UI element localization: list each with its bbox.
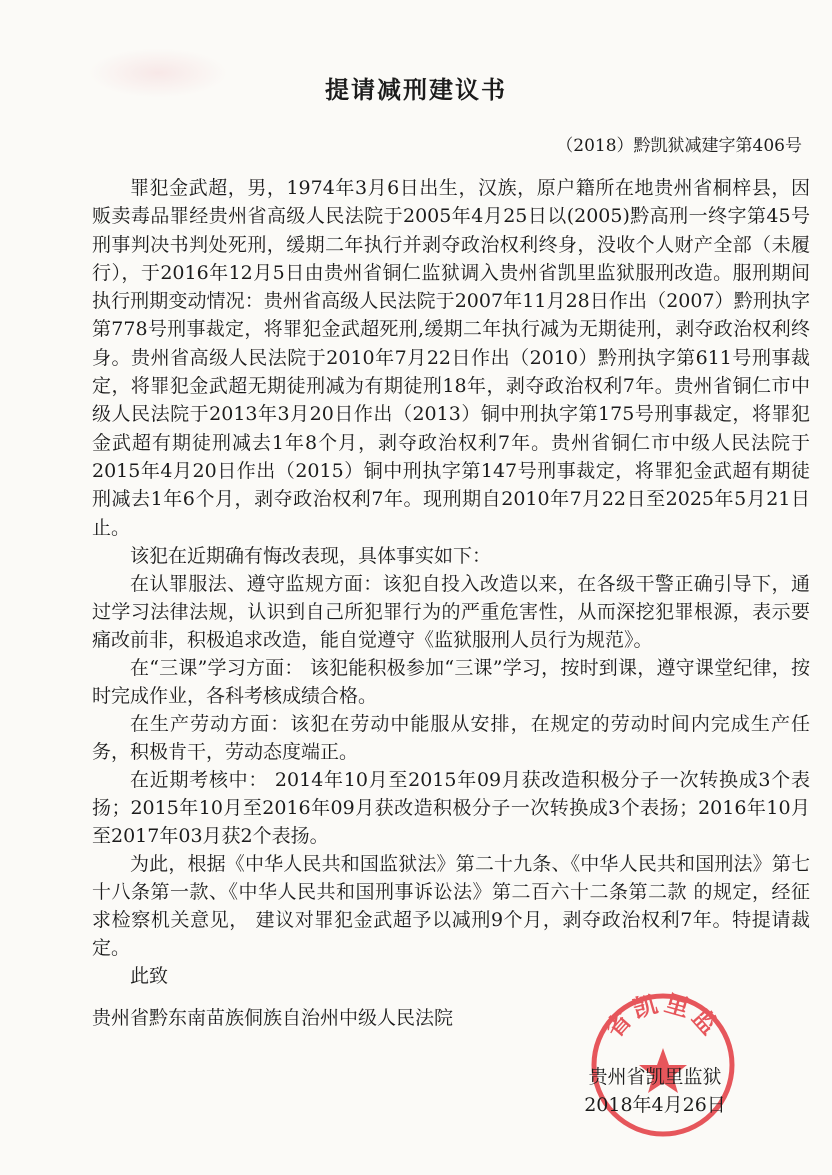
paragraph-intro: 该犯在近期确有悔改表现，具体事实如下：	[130, 544, 492, 567]
addressee: 贵州省黔东南苗族侗族自治州中级人民法院	[92, 1007, 454, 1029]
issuer-name: 贵州省凯里监狱	[588, 1066, 722, 1088]
document-title: 提请减刑建议书	[325, 76, 507, 104]
issuer-block	[560, 1063, 750, 1119]
document-body	[92, 174, 810, 990]
paragraph-labor: 在生产劳动方面：该犯在劳动中能服从安排，在规定的劳动时间内完成生产任务，积极肯干，劳动态度端正。	[92, 712, 810, 763]
paragraph-proposal: 为此，根据《中华人民共和国监狱法》第二十九条、《中华人民共和国刑法》第七十八条第一款、《中华人民共和国刑事诉讼法》第二百六十二条第二款 的规定，经征求检察机关意见， 建议对罪犯金武超予以减刑9个月，剥夺政治权利7年。特提请裁定。	[92, 852, 810, 959]
document-number: （2018）黔凯狱减建字第406号	[556, 136, 802, 156]
issue-date: 2018年4月26日	[584, 1094, 726, 1116]
paragraph-study: 在“三课”学习方面： 该犯能积极参加“三课”学习，按时到课，遵守课堂纪律，按时完成作业，各科考核成绩合格。	[92, 656, 810, 707]
paragraph-case-summary: 罪犯金武超，男，1974年3月6日出生，汉族，原户籍所在地贵州省桐梓县，因贩卖毒品罪经贵州省高级人民法院于2005年4月25日以(2005)黔高刑一终字第45号刑事判决书判处死刑，缓期二年执行并剥夺政治权利终身，没收个人财产全部（未履行），于2016年12月5日由贵州省铜仁监狱调入贵州省凯里监狱服刑改造。服刑期间执行刑期变动情况：贵州省高级人民法院于2007年11月28日作出（2007）黔刑执字第778号刑事裁定，将罪犯金武超死刑,缓期二年执行减为无期徒刑，剥夺政治权利终身。贵州省高级人民法院于2010年7月22日作出（2010）黔刑执字第611号刑事裁定，将罪犯金武超无期徒刑减为有期徒刑18年，剥夺政治权利7年。贵州省铜仁市中级人民法院于2013年3月20日作出（2013）铜中刑执字第175号刑事裁定，将罪犯金武超有期徒刑减去1年8个月，剥夺政治权利7年。贵州省铜仁市中级人民法院于2015年4月20日作出（2015）铜中刑执字第147号刑事裁定，将罪犯金武超有期徒刑减去1年6个月，剥夺政治权利7年。现刑期自2010年7月22日至2025年5月21日止。	[92, 177, 810, 539]
paragraph-salutation: 此致	[130, 964, 169, 987]
paragraph-assessment: 在近期考核中： 2014年10月至2015年09月获改造积极分子一次转换成3个表扬；2015年10月至2016年09月获改造积极分子一次转换成3个表扬；2016年10月至2017年03月获2个表扬。	[92, 768, 810, 847]
seal-text: 省凯里监	[599, 990, 727, 1044]
paragraph-discipline: 在认罪服法、遵守监规方面：该犯自投入改造以来，在各级干警正确引导下，通过学习法律法规，认识到自己所犯罪行为的严重危害性，从而深挖犯罪根源，表示要痛改前非，积极追求改造，能自觉遵守《监狱服刑人员行为规范》。	[92, 572, 810, 651]
